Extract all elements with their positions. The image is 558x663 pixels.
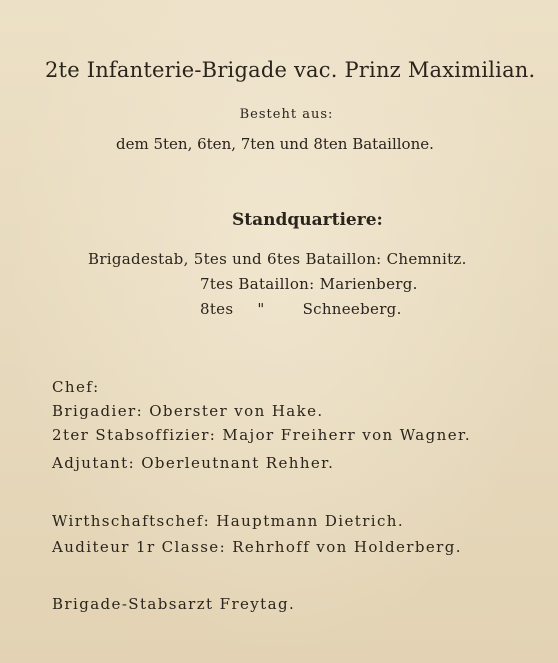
composition-label: Besteht aus: xyxy=(239,107,334,122)
staff-line: Wirthschaftschef: Hauptmann Dietrich. xyxy=(52,512,404,530)
ditto-mark: " xyxy=(257,300,265,318)
composition-text: dem 5ten, 6ten, 7ten und 8ten Bataillone. xyxy=(116,135,434,153)
brigade-title: 2te Infanterie-Brigade vac. Prinz Maximilian. xyxy=(45,58,536,82)
quarters-row xyxy=(200,277,418,292)
staff-line: 2ter Stabsoffizier: Major Freiherr von Wagner. xyxy=(52,426,472,444)
quarters-place: Marienberg. xyxy=(319,275,418,293)
quarters-unit: 7tes Bataillon: xyxy=(200,275,315,293)
staff-line: Auditeur 1r Classe: Rehrhoff von Holderberg. xyxy=(52,538,462,556)
quarters-row xyxy=(200,302,402,317)
quarters-unit: 8tes xyxy=(200,300,234,318)
quarters-place: Chemnitz. xyxy=(386,250,467,268)
staff-line: Chef: xyxy=(52,378,100,396)
quarters-unit: Brigadestab, 5tes und 6tes Bataillon: xyxy=(88,250,382,268)
staff-line: Adjutant: Oberleutnant Rehher. xyxy=(52,454,335,472)
quarters-row xyxy=(88,252,467,267)
quarters-heading: Standquartiere: xyxy=(232,210,383,230)
staff-line: Brigade-Stabsarzt Freytag. xyxy=(52,595,296,613)
staff-line: Brigadier: Oberster von Hake. xyxy=(52,402,324,420)
quarters-place: Schneeberg. xyxy=(302,300,402,318)
